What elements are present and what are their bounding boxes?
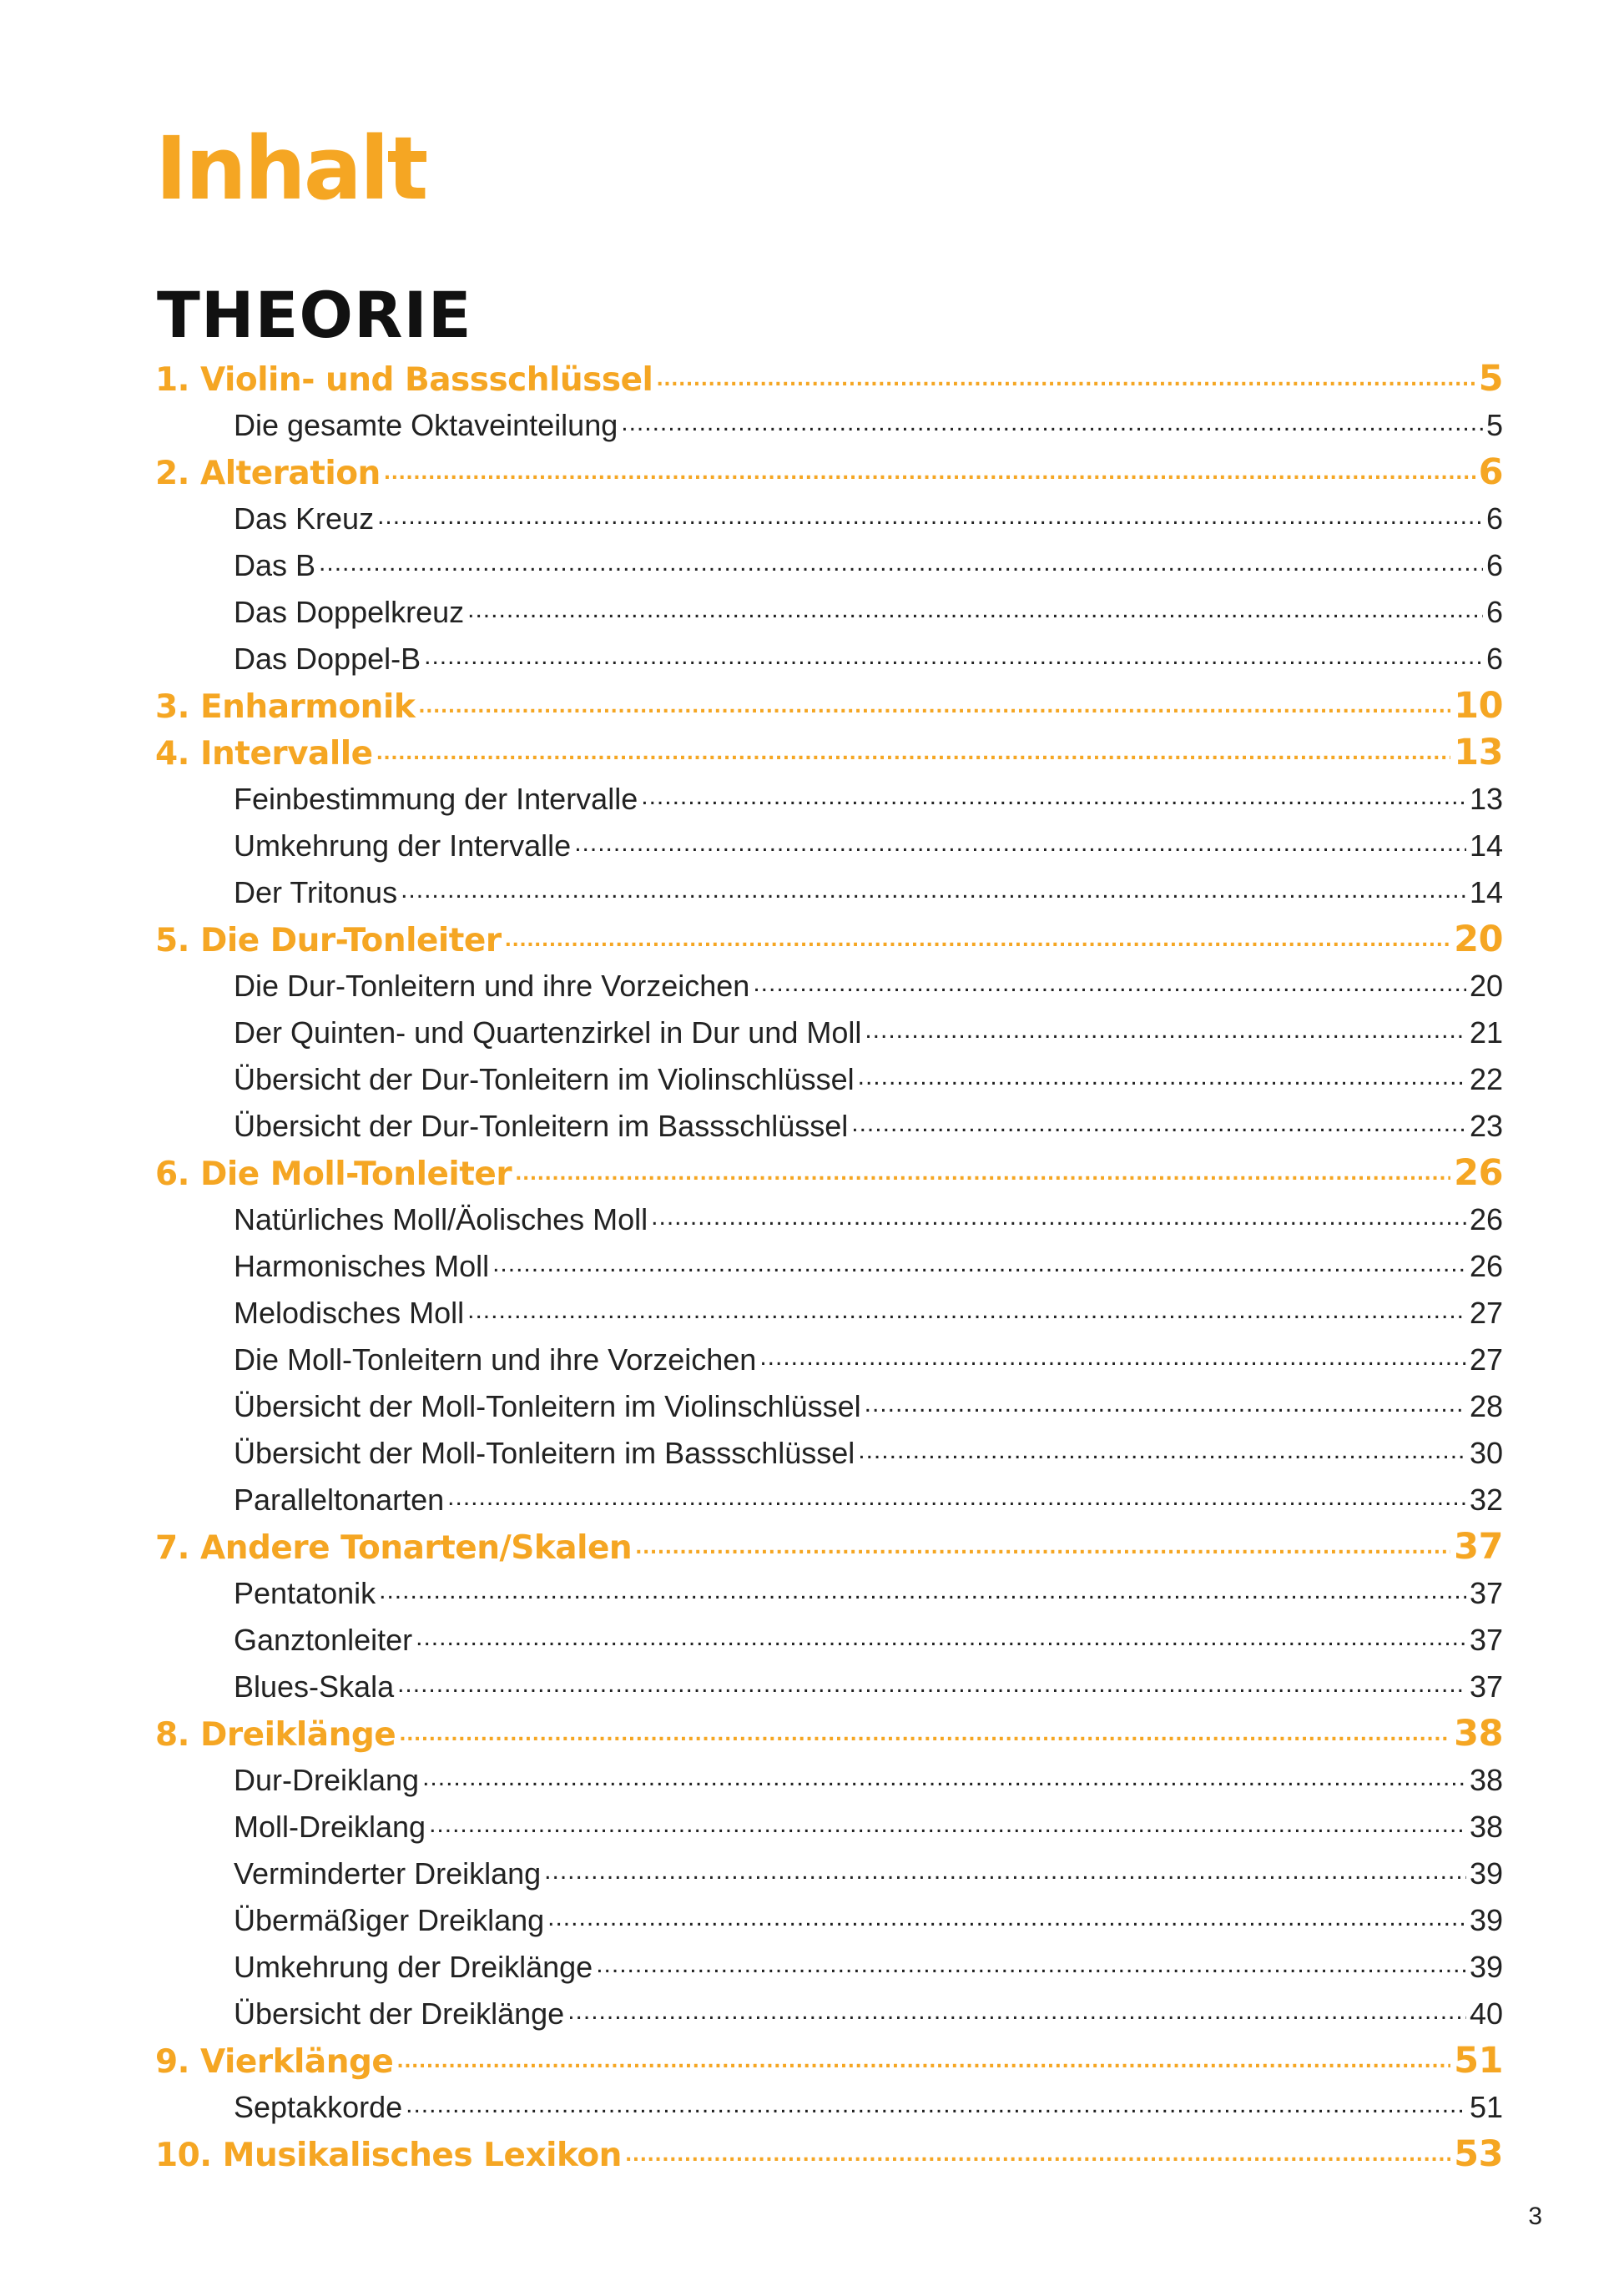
dot-leader	[467, 1287, 1466, 1334]
toc-page-number: 6	[1485, 501, 1503, 536]
toc-page-number: 14	[1469, 828, 1503, 863]
toc-entry[interactable]	[155, 1991, 1503, 2037]
toc-page-number: 51	[1454, 2040, 1503, 2082]
toc-page-number: 13	[1454, 732, 1503, 773]
toc-page-number: 38	[1469, 1810, 1503, 1844]
toc-page-number: 5	[1485, 408, 1503, 442]
dot-leader	[376, 731, 1451, 778]
toc-label: Moll-Dreiklang	[234, 1810, 426, 1844]
toc-label: Übersicht der Moll-Tonleitern im Violinschlüssel	[234, 1389, 861, 1423]
toc-label: Paralleltonarten	[234, 1483, 445, 1517]
dot-leader	[596, 1941, 1466, 1988]
toc-page-number: 14	[1469, 875, 1503, 909]
toc-label: Pentatonik	[234, 1576, 376, 1610]
dot-leader	[656, 357, 1475, 404]
dot-leader	[865, 1007, 1466, 1054]
toc-label: Das Doppelkreuz	[234, 595, 465, 629]
toc-page-number: 30	[1469, 1436, 1503, 1470]
dot-leader	[418, 684, 1450, 731]
toc-label: 2. Alteration	[155, 455, 381, 492]
toc-chapter[interactable]	[155, 2037, 1503, 2084]
toc-chapter[interactable]	[155, 682, 1503, 729]
toc-page-number: 6	[1478, 451, 1503, 493]
dot-leader	[621, 400, 1483, 446]
toc-entry[interactable]	[155, 2084, 1503, 2131]
toc-label: 7. Andere Tonarten/Skalen	[155, 1529, 633, 1567]
toc-page-number: 26	[1469, 1202, 1503, 1236]
page-number: 3	[1528, 2203, 1542, 2230]
toc-label: Das Doppel-B	[234, 642, 421, 676]
dot-leader	[416, 1614, 1466, 1661]
toc-entry[interactable]	[155, 1196, 1503, 1243]
toc-label: Verminderter Dreiklang	[234, 1856, 542, 1891]
dot-leader	[377, 493, 1483, 540]
toc-chapter[interactable]	[155, 449, 1503, 496]
toc-entry[interactable]	[155, 636, 1503, 682]
toc-label: Übersicht der Dreiklänge	[234, 1996, 565, 2031]
toc-label: Harmonisches Moll	[234, 1249, 490, 1283]
page-title: Inhalt	[155, 118, 426, 219]
toc-label: Umkehrung der Intervalle	[234, 828, 572, 863]
toc-page-number: 39	[1469, 1950, 1503, 1984]
toc-label: 8. Dreiklänge	[155, 1716, 396, 1754]
toc-page-number: 37	[1469, 1576, 1503, 1610]
toc-label: 3. Enharmonik	[155, 688, 416, 726]
toc-label: Der Tritonus	[234, 875, 398, 909]
toc-page-number: 27	[1469, 1296, 1503, 1330]
dot-leader	[625, 2132, 1450, 2179]
toc-entry[interactable]	[155, 1897, 1503, 1944]
toc-page-number: 26	[1469, 1249, 1503, 1283]
toc-label: Die Moll-Tonleitern und ihre Vorzeichen	[234, 1342, 757, 1377]
toc-page-number: 53	[1454, 2133, 1503, 2175]
dot-leader	[447, 1474, 1466, 1521]
toc-entry[interactable]	[155, 402, 1503, 449]
dot-leader	[851, 1100, 1466, 1147]
toc-label: Melodisches Moll	[234, 1296, 465, 1330]
toc-label: Blues-Skala	[234, 1669, 395, 1704]
toc-entry[interactable]	[155, 869, 1503, 916]
toc-entry[interactable]	[155, 1477, 1503, 1523]
toc-chapter[interactable]	[155, 355, 1503, 402]
toc-page-number: 37	[1469, 1623, 1503, 1657]
toc-page-number: 6	[1485, 642, 1503, 676]
toc-chapter[interactable]	[155, 916, 1503, 963]
toc-entry[interactable]	[155, 1570, 1503, 1617]
toc-entry[interactable]	[155, 1804, 1503, 1850]
toc-entry[interactable]	[155, 776, 1503, 823]
toc-entry[interactable]	[155, 823, 1503, 869]
toc-page-number: 40	[1469, 1996, 1503, 2031]
dot-leader	[515, 1151, 1450, 1198]
toc-page-number: 38	[1469, 1763, 1503, 1797]
dot-leader	[396, 2039, 1450, 2086]
toc-label: Septakkorde	[234, 2090, 403, 2124]
toc-label: Natürliches Moll/Äolisches Moll	[234, 1202, 648, 1236]
toc-page-number: 10	[1454, 685, 1503, 727]
dot-leader	[422, 1755, 1466, 1801]
toc-label: 5. Die Dur-Tonleiter	[155, 922, 502, 959]
table-of-contents	[155, 355, 1503, 2178]
toc-entry[interactable]	[155, 1103, 1503, 1150]
toc-label: Übersicht der Dur-Tonleitern im Violinschlüssel	[234, 1062, 855, 1096]
toc-page-number: 21	[1469, 1015, 1503, 1050]
dot-leader	[759, 1334, 1466, 1381]
toc-entry[interactable]	[155, 496, 1503, 542]
toc-entry[interactable]	[155, 589, 1503, 636]
toc-label: Das Kreuz	[234, 501, 375, 536]
dot-leader	[635, 1525, 1450, 1572]
dot-leader	[544, 1848, 1466, 1895]
dot-leader	[858, 1427, 1466, 1474]
toc-label: Dur-Dreiklang	[234, 1763, 420, 1797]
dot-leader	[399, 1712, 1450, 1759]
toc-label: 10. Musikalisches Lexikon	[155, 2137, 622, 2174]
toc-page-number: 20	[1454, 919, 1503, 960]
toc-label: Übermäßiger Dreiklang	[234, 1903, 545, 1937]
toc-label: 4. Intervalle	[155, 735, 373, 773]
dot-leader	[429, 1801, 1466, 1848]
toc-entry[interactable]	[155, 1243, 1503, 1290]
toc-chapter[interactable]	[155, 1710, 1503, 1757]
toc-page-number: 51	[1469, 2090, 1503, 2124]
toc-page-number: 39	[1469, 1856, 1503, 1891]
toc-entry[interactable]	[155, 1430, 1503, 1477]
toc-page-number: 28	[1469, 1389, 1503, 1423]
toc-label: Die Dur-Tonleitern und ihre Vorzeichen	[234, 969, 750, 1003]
dot-leader	[651, 1194, 1466, 1241]
dot-leader	[492, 1241, 1466, 1287]
toc-entry[interactable]	[155, 1617, 1503, 1664]
toc-label: Ganztonleiter	[234, 1623, 413, 1657]
toc-entry[interactable]	[155, 1010, 1503, 1056]
toc-page-number: 39	[1469, 1903, 1503, 1937]
toc-page-number: 26	[1454, 1152, 1503, 1194]
toc-entry[interactable]	[155, 1056, 1503, 1103]
dot-leader	[505, 918, 1451, 964]
toc-entry[interactable]	[155, 1757, 1503, 1804]
toc-label: Das B	[234, 548, 316, 582]
toc-chapter[interactable]	[155, 1523, 1503, 1570]
toc-page-number: 32	[1469, 1483, 1503, 1517]
toc-page-number: 27	[1469, 1342, 1503, 1377]
toc-label: Übersicht der Dur-Tonleitern im Bassschlüssel	[234, 1109, 849, 1143]
toc-page-number: 37	[1469, 1669, 1503, 1704]
toc-page-number: 22	[1469, 1062, 1503, 1096]
toc-label: Feinbestimmung der Intervalle	[234, 782, 638, 816]
toc-page-number: 5	[1478, 358, 1503, 400]
dot-leader	[379, 1568, 1466, 1614]
toc-label: Umkehrung der Dreiklänge	[234, 1950, 593, 1984]
dot-leader	[397, 1661, 1466, 1708]
dot-leader	[865, 1381, 1466, 1427]
toc-entry[interactable]	[155, 1290, 1503, 1337]
toc-page-number: 38	[1454, 1713, 1503, 1755]
toc-page-number: 20	[1469, 969, 1503, 1003]
toc-entry[interactable]	[155, 542, 1503, 589]
toc-page-number: 6	[1485, 595, 1503, 629]
toc-chapter[interactable]	[155, 2131, 1503, 2178]
toc-entry[interactable]	[155, 963, 1503, 1010]
dot-leader	[574, 820, 1466, 867]
toc-label: 1. Violin- und Bassschlüssel	[155, 361, 653, 399]
toc-page-number: 37	[1454, 1526, 1503, 1568]
dot-leader	[319, 540, 1483, 587]
toc-label: 9. Vierklänge	[155, 2043, 394, 2081]
toc-entry[interactable]	[155, 1850, 1503, 1897]
dot-leader	[467, 587, 1483, 633]
dot-leader	[424, 633, 1483, 680]
toc-entry[interactable]	[155, 1383, 1503, 1430]
toc-label: 6. Die Moll-Tonleiter	[155, 1156, 512, 1193]
toc-chapter[interactable]	[155, 729, 1503, 776]
toc-label: Der Quinten- und Quartenzirkel in Dur und Moll	[234, 1015, 862, 1050]
dot-leader	[858, 1054, 1466, 1100]
dot-leader	[641, 773, 1466, 820]
dot-leader	[401, 867, 1466, 914]
dot-leader	[567, 1988, 1466, 2035]
toc-entry[interactable]	[155, 1664, 1503, 1710]
toc-label: Die gesamte Oktaveinteilung	[234, 408, 618, 442]
toc-chapter[interactable]	[155, 1150, 1503, 1196]
dot-leader	[547, 1895, 1466, 1941]
toc-entry[interactable]	[155, 1944, 1503, 1991]
section-title: THEORIE	[157, 278, 472, 352]
dot-leader	[384, 451, 1475, 497]
toc-page-number: 13	[1469, 782, 1503, 816]
toc-entry[interactable]	[155, 1337, 1503, 1383]
toc-label: Übersicht der Moll-Tonleitern im Bassschlüssel	[234, 1436, 855, 1470]
dot-leader	[753, 960, 1466, 1007]
dot-leader	[406, 2082, 1466, 2128]
toc-page-number: 6	[1485, 548, 1503, 582]
toc-page-number: 23	[1469, 1109, 1503, 1143]
